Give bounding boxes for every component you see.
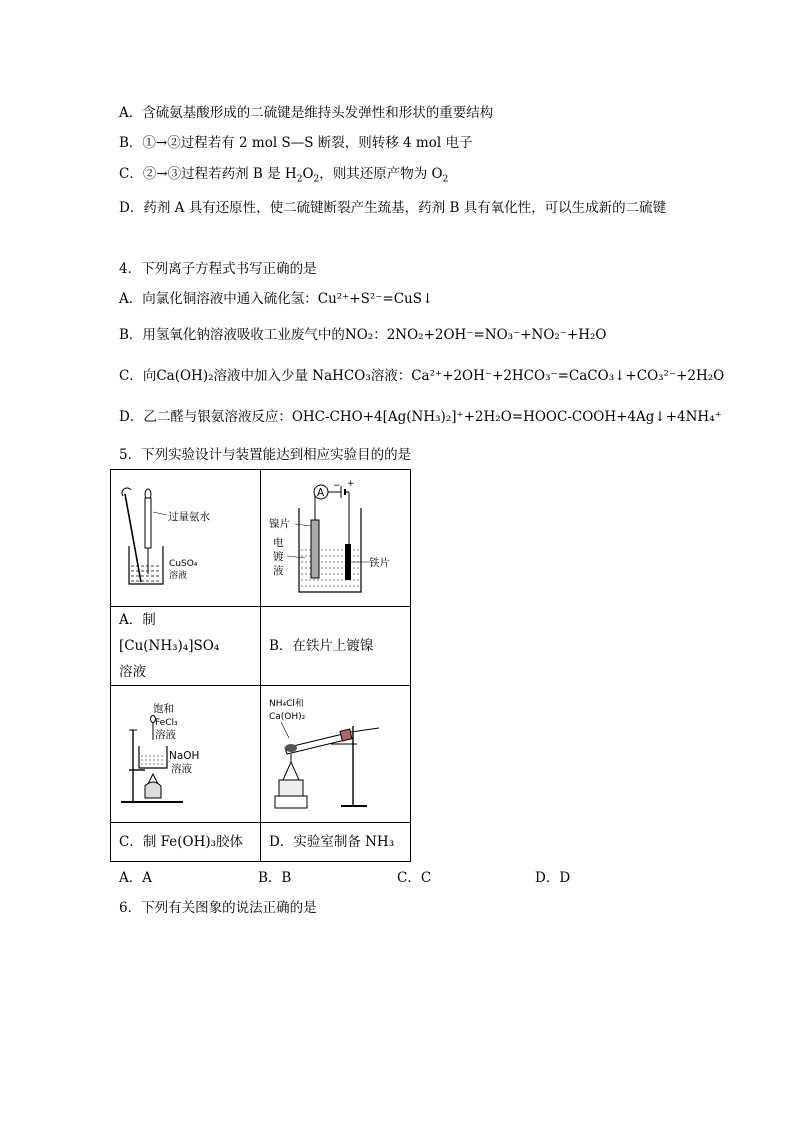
q4-stem: 4．下列离子方程式书写正确的是 <box>119 261 317 277</box>
figure-c-colloid-setup <box>111 686 260 822</box>
choice-c: C．C <box>397 870 432 886</box>
figure-b-label-ye: 液 <box>273 565 284 577</box>
q3-option-a: A．含硫氨基酸形成的二硫键是维持头发弹性和形状的重要结构 <box>119 105 494 121</box>
figure-b-label-plus: + <box>347 479 355 489</box>
caption-b: B．在铁片上镀镍 <box>261 607 411 686</box>
figure-c-label-saturated: 饱和 <box>153 703 174 715</box>
figure-b-label-nickel: 镍片 <box>269 518 290 530</box>
experiment-table <box>110 469 411 862</box>
figure-b-label-dian: 电 <box>273 537 284 549</box>
caption-d: D．实验室制备 NH₃ <box>261 823 411 862</box>
figure-b-label-minus: − <box>333 481 341 491</box>
q5-stem: 5．下列实验设计与装置能达到相应实验目的的是 <box>119 447 412 463</box>
caption-c: C．制 Fe(OH)₃胶体 <box>111 823 261 862</box>
figure-a-label-solution: 溶液 <box>169 571 188 581</box>
choice-b: B．B <box>258 870 292 886</box>
q3-option-d: D．药剂 A 具有还原性，使二硫键断裂产生巯基，药剂 B 具有氧化性，可以生成新的二硫键 <box>119 200 667 216</box>
figure-d-ammonia-prep <box>261 686 410 822</box>
figure-c-label-solution2: 溶液 <box>171 763 192 775</box>
figure-d-label-nh4cl: NH₄Cl和 <box>269 699 304 709</box>
q4-option-b: B．用氢氧化钠溶液吸收工业废气中的NO₂：2NO₂+2OH⁻=NO₃⁻+NO₂⁻+H₂O <box>119 327 607 343</box>
figure-a-label-ammonia: 过量氨水 <box>168 511 210 523</box>
figure-d-cell <box>261 686 411 823</box>
caption-a: A．制[Cu(NH₃)₄]SO₄ 溶液 <box>111 607 261 686</box>
choice-a: A．A <box>119 870 152 886</box>
figure-c-cell <box>111 686 261 823</box>
q6-stem: 6．下列有关图象的说法正确的是 <box>119 900 317 916</box>
figure-a-ammonia-beaker <box>111 470 260 606</box>
figure-b-electroplating <box>261 470 410 606</box>
figure-b-label-du: 镀 <box>273 551 284 563</box>
figure-b-label-iron: 铁片 <box>369 557 390 569</box>
figure-b-label-ammeter: A <box>317 487 325 499</box>
choice-d: D．D <box>535 870 571 886</box>
q3-option-c: C．②→③过程若药剂 B 是 $H_2O_2$，则其还原产物为 $O_2$ <box>119 166 449 185</box>
q4-option-c: C．向Ca(OH)₂溶液中加入少量 NaHCO₃溶液：Ca²⁺+2OH⁻+2HCO₃⁻=CaCO₃↓+CO₃²⁻+2H₂O <box>119 368 725 384</box>
q4-option-d: D．乙二醛与银氨溶液反应：OHC-CHO+4[Ag(NH₃)₂]⁺+2H₂O=HOOC-COOH+4Ag↓+4NH₄⁺ <box>119 409 722 425</box>
figure-c-label-naoh: NaOH <box>169 750 200 762</box>
figure-b-cell <box>261 470 411 607</box>
q3-option-b: B．①→②过程若有 2 mol S—S 断裂，则转移 4 mol 电子 <box>119 135 473 151</box>
figure-a-label-cuso4: CuSO₄ <box>169 559 198 569</box>
figure-c-label-solution: 溶液 <box>155 729 176 741</box>
figure-a-cell <box>111 470 261 607</box>
figure-d-label-caoh2: Ca(OH)₂ <box>269 712 306 722</box>
figure-c-label-fecl3: FeCl₃ <box>155 718 178 728</box>
q4-option-a: A．向氯化铜溶液中通入硫化氢：Cu²⁺+S²⁻=CuS↓ <box>119 291 434 307</box>
